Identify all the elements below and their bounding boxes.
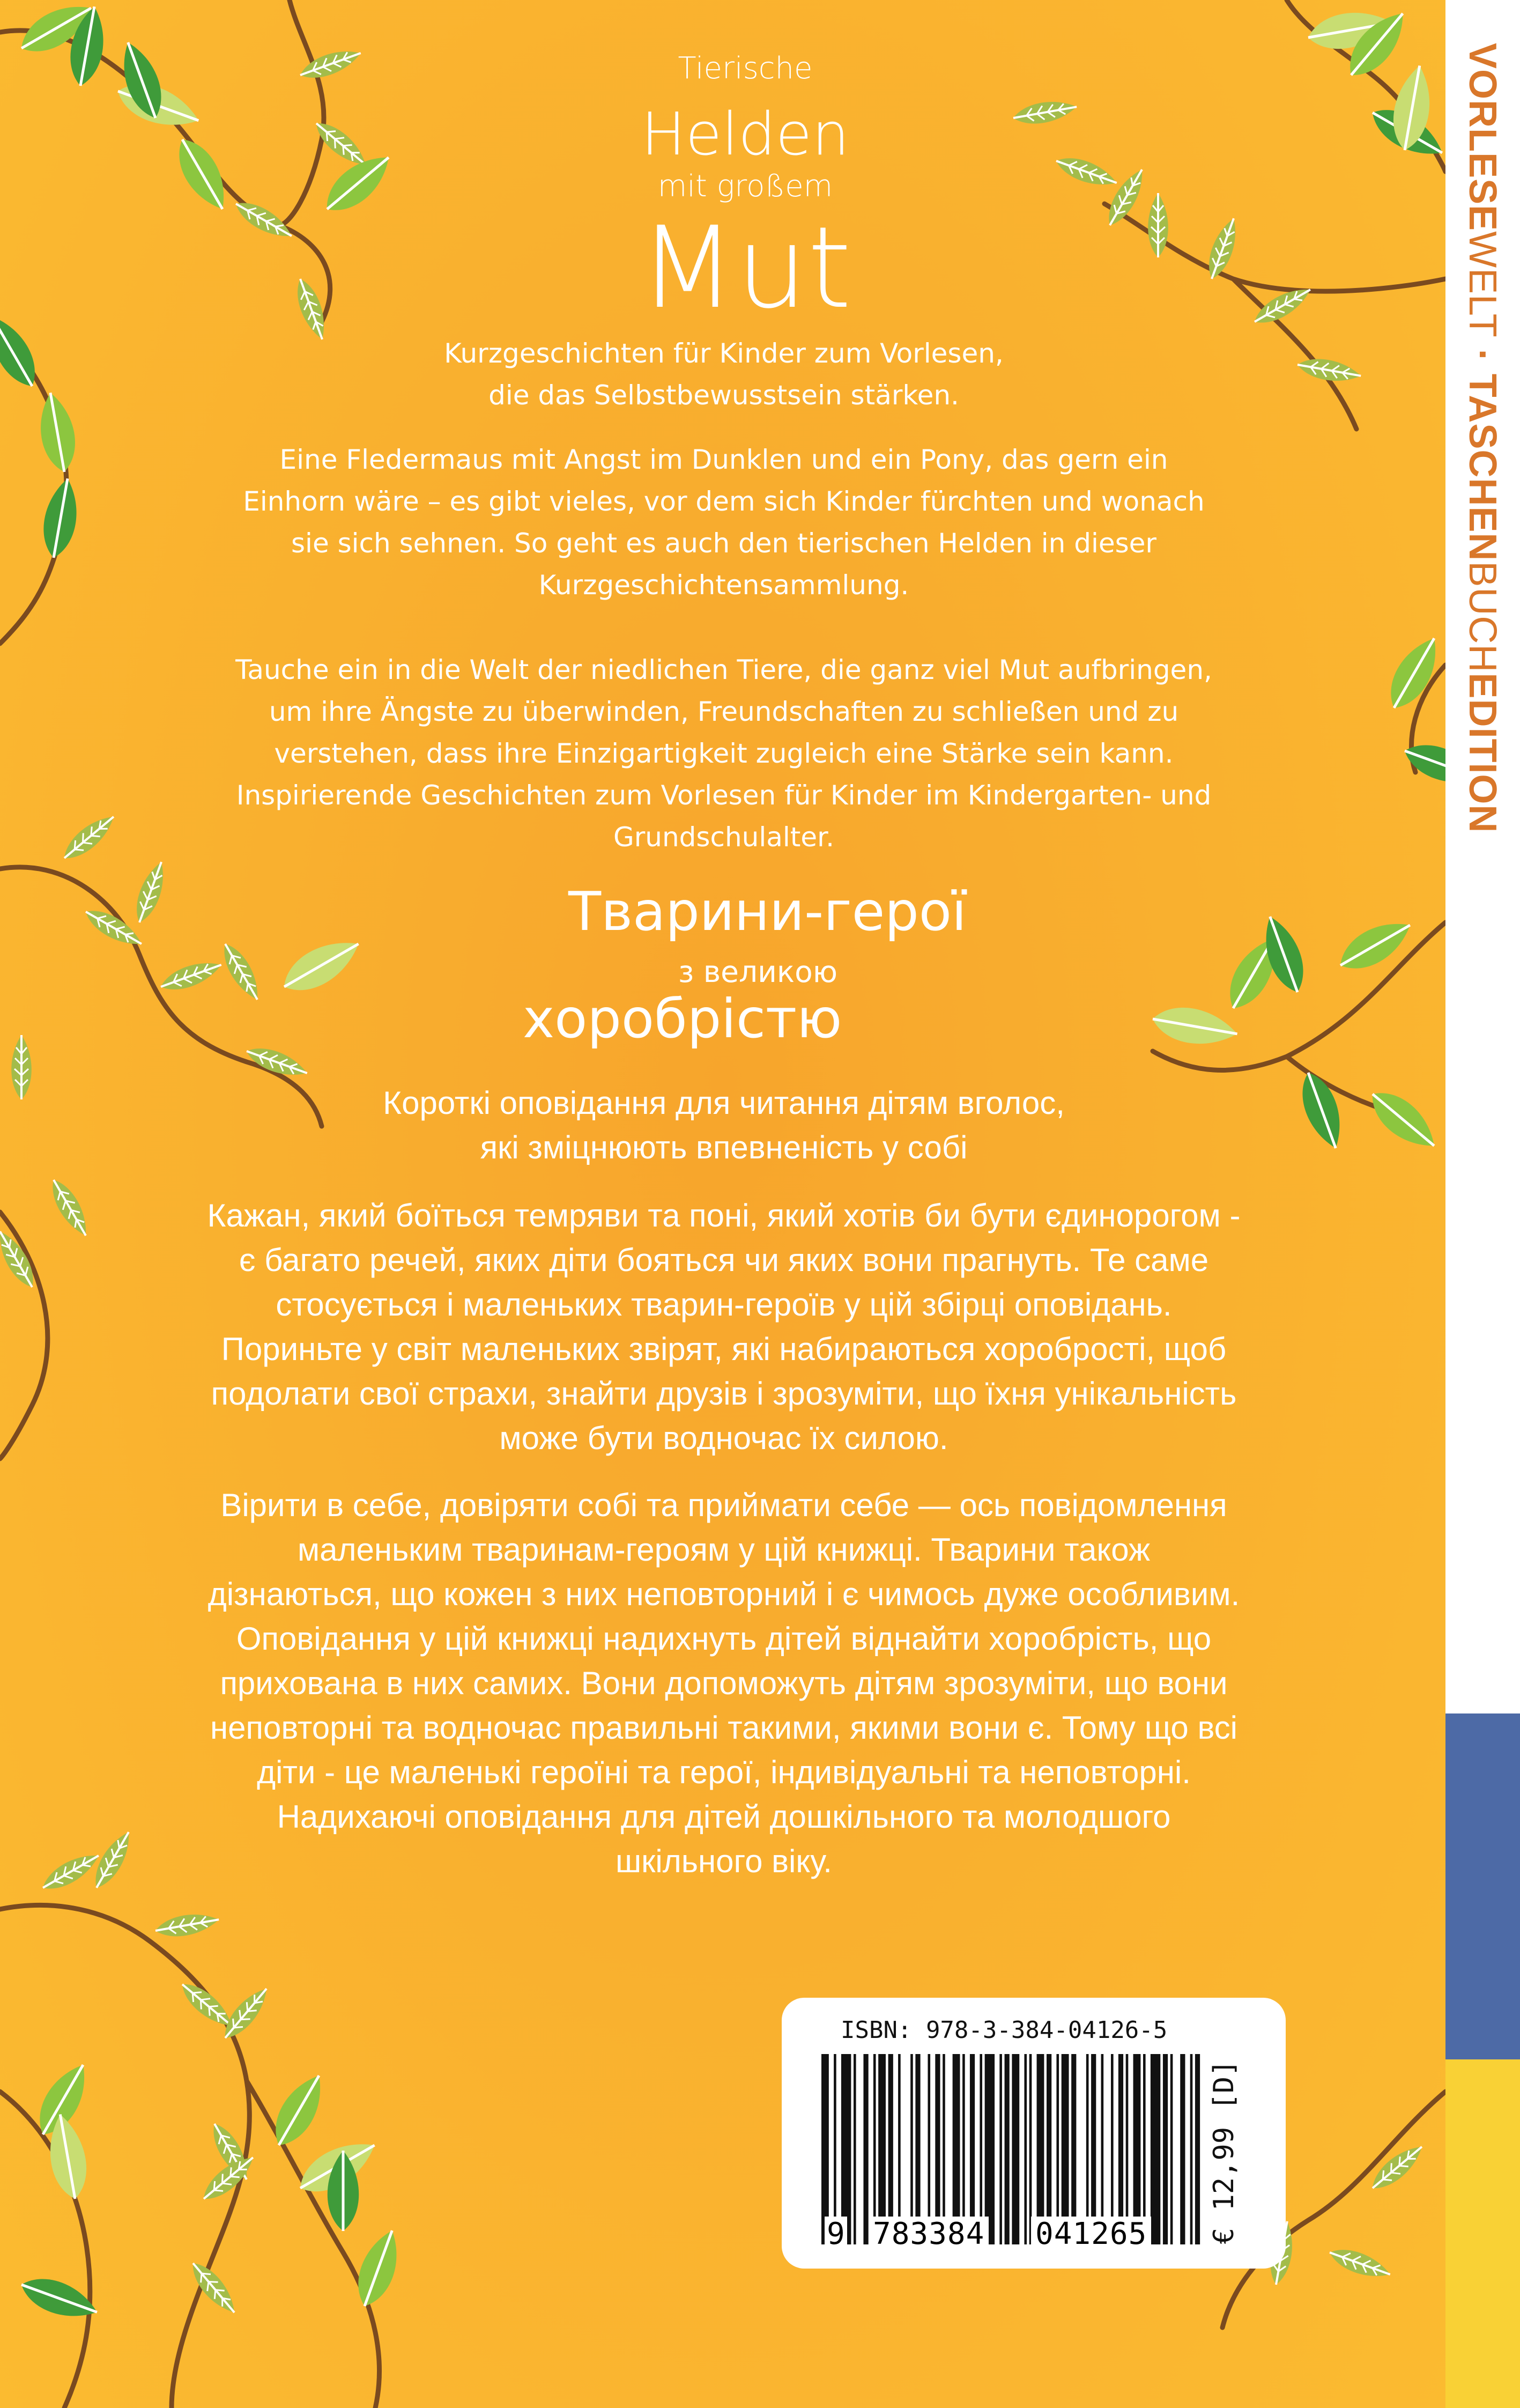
- german-subtitle: Kurzgeschichten für Kinder zum Vorlesen, die das Selbstbewusstsein stärken.: [444, 338, 1004, 411]
- barcode-bar: [1012, 2054, 1019, 2244]
- barcode-bar: [1071, 2054, 1076, 2244]
- barcode-bar: [863, 2054, 868, 2244]
- barcode-bar: [915, 2054, 920, 2244]
- spine-dot: ·: [1461, 337, 1504, 374]
- barcode-bar: [953, 2054, 960, 2244]
- barcode-bar: [1037, 2054, 1044, 2244]
- barcode-bar: [970, 2054, 975, 2244]
- spine-taschen: TASCHEN: [1461, 373, 1504, 562]
- price-label: € 12,99 [D]: [1208, 2059, 1240, 2244]
- barcode-digit-first: 9: [825, 2217, 847, 2251]
- barcode-bar: [1086, 2054, 1089, 2244]
- german-title-line-4: Mut: [639, 202, 852, 334]
- barcode-bar: [985, 2054, 995, 2244]
- barcode-bar: [980, 2054, 982, 2244]
- barcode-bar: [1190, 2054, 1193, 2244]
- barcode-bar: [1151, 2054, 1160, 2244]
- barcode-bar: [1111, 2054, 1114, 2244]
- barcode-bar: [943, 2054, 945, 2244]
- ukrainian-title-line-2: з великою: [678, 955, 838, 989]
- barcode-bar: [935, 2054, 940, 2244]
- barcode-bar: [1047, 2054, 1051, 2244]
- spine-edition: EDITION: [1461, 673, 1504, 833]
- german-paragraph-2: Tauche ein in die Welt der niedlichen Tiere, die ganz viel Mut aufbringen, um ihre Ängste zu überwinden, Freundschaften zu schließen und zu verstehen, dass ihre Einzigartigkeit zugleich eine Stärke sein kann. Inspirierende Geschichten zum Vorlesen für Kinder im Kindergarten- und Grundschulalter.: [235, 654, 1212, 853]
- book-spine: [1445, 0, 1520, 2408]
- barcode-bar: [1029, 2054, 1032, 2244]
- barcode-bar: [854, 2054, 856, 2244]
- barcode-digits-right: 041265: [1031, 2217, 1151, 2251]
- barcode-bar: [999, 2054, 1002, 2244]
- ukrainian-title-line-3: хоробрістю: [523, 987, 842, 1050]
- barcode-bar: [1091, 2054, 1096, 2244]
- german-paragraph-1: Eine Fledermaus mit Angst im Dunklen und ein Pony, das gern ein Einhorn wäre – es gibt vieles, vor dem sich Kinder fürchten und wonach sie sich sehnen. So geht es auch den tierischen Helden in dieser Kurzgeschichtensammlung.: [243, 444, 1205, 601]
- barcode-bar: [834, 2054, 836, 2244]
- spine-buch: BUCH: [1461, 561, 1504, 673]
- spine-welt: WELT: [1461, 231, 1504, 338]
- barcode-digits-left: 783384: [869, 2217, 989, 2251]
- barcode-bar: [1056, 2054, 1059, 2244]
- german-title-line-3: mit großem: [657, 169, 833, 204]
- spine-blue-stripe: [1445, 1713, 1520, 2059]
- barcode-bar: [910, 2054, 913, 2244]
- spine-vorlese: VORLESE: [1461, 43, 1504, 232]
- barcode-bar: [1024, 2054, 1027, 2244]
- german-title-line-1: Tierische: [678, 51, 813, 86]
- vine-bottom-left: [0, 1827, 407, 2408]
- barcode-bar: [841, 2054, 851, 2244]
- isbn-label: ISBN: 978-3-384-04126-5: [841, 2016, 1168, 2044]
- barcode-bar: [1101, 2054, 1104, 2244]
- barcode-bar: [1126, 2054, 1129, 2244]
- barcode-bar: [962, 2054, 965, 2244]
- barcode-bar: [1143, 2054, 1146, 2244]
- barcode-bars: [821, 2054, 1207, 2244]
- barcode-bar: [878, 2054, 886, 2244]
- barcode-bar: [873, 2054, 876, 2244]
- barcode-bar: [1180, 2054, 1185, 2244]
- barcode-bar: [1062, 2054, 1069, 2244]
- barcode-bar: [1133, 2054, 1141, 2244]
- barcode-bar: [1163, 2054, 1168, 2244]
- barcode-bar: [928, 2054, 930, 2244]
- ukrainian-title-line-1: Тварини-герої: [568, 880, 967, 943]
- isbn-barcode-panel: [782, 1998, 1286, 2269]
- barcode-bar: [1005, 2054, 1010, 2244]
- barcode-bar: [1195, 2054, 1200, 2244]
- ukrainian-subtitle: Короткі оповідання для читання дітям вголос, які зміцнюють впевненість у собі: [383, 1085, 1065, 1165]
- ukrainian-paragraph-1: Кажан, який боїться темряви та поні, який хотів би бути єдинорогом - є багато речей, яких діти бояться чи яких вони прагнуть. Те саме стосується і маленьких тварин-героїв у цій збірці оповідань. Пориньте у світ маленьких звірят, які набираються хоробрості, щоб подолати свої страхи, знайти друзів і зрозуміти, що їхня унікальність може бути водночас їх силою.: [207, 1198, 1241, 1456]
- barcode-bar: [888, 2054, 893, 2244]
- barcode-bar: [1170, 2054, 1173, 2244]
- german-title-line-2: Helden: [641, 100, 850, 168]
- spine-yellow-stripe: [1445, 2059, 1520, 2408]
- barcode-bar: [821, 2054, 829, 2244]
- ukrainian-paragraph-2: Вірити в себе, довіряти собі та приймати себе — ось повідомлення маленьким тваринам-героям у цій книжці. Тварини також дізнаються, що кожен з них неповторний і є чимось дуже особливим. Оповідання у цій книжці надихнуть дітей віднайти хоробрість, що прихована в них самих. Вони допоможуть дітям зрозуміти, що вони неповторні та водночас правильні такими, якими вони є. Тому що всі діти - це маленькі героїні та герої, індивідуальні та неповторні. Надихаючі оповідання для дітей дошкільного та молодшого шкільного віку.: [207, 1487, 1240, 1879]
- spine-brand-text: [1460, 43, 1504, 833]
- barcode-bar: [1118, 2054, 1123, 2244]
- barcode-bar: [898, 2054, 901, 2244]
